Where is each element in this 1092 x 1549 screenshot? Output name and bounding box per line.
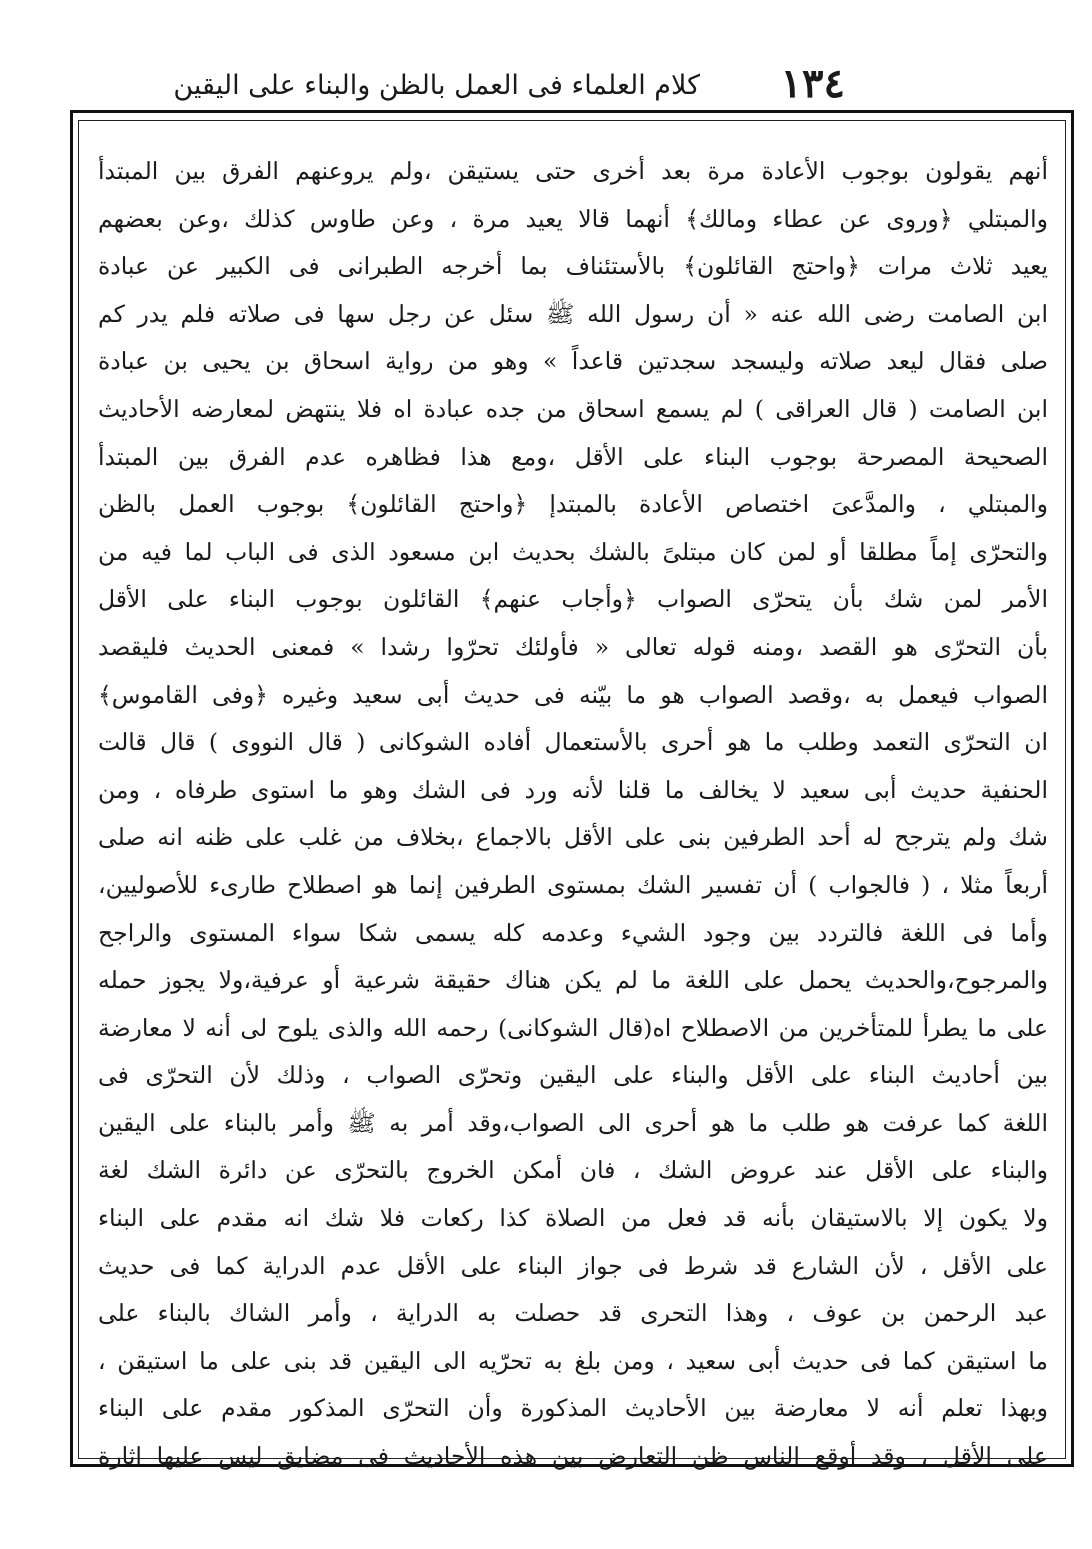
text-line: على ما يطرأ للمتأخرين من الاصطلاح اه(قال الشوكانى) رحمه الله والذى يلوح لى أنه لا معارضة xyxy=(98,1013,1048,1042)
text-line: بين أحاديث البناء على الأقل والبناء على اليقين وتحرّى الصواب ، وذلك لأن التحرّى فى xyxy=(98,1061,1048,1090)
text-line: ابن الصامت رضى الله عنه « أن رسول الله ﷺ سئل عن رجل سها فى صلاته فلم يدر كم xyxy=(98,299,1048,328)
text-line: على الأقل ، لأن الشارع قد شرط فى جواز البناء على الأقل عدم الدراية كما فى حديث xyxy=(98,1251,1048,1280)
page-header xyxy=(80,58,1080,108)
text-line: وأما فى اللغة فالتردد بين وجود الشيء وعدمه كله يسمى شكا سواء المستوى والراجح xyxy=(98,918,1048,947)
text-line: والتحرّى إماً مطلقا أو لمن كان مبتلىً بالشك بحديث ابن مسعود الذى فى الباب لما فيه من xyxy=(98,537,1048,566)
text-line: والمبتلي ، والمدَّعىَ اختصاص الأعادة بالمبتدإ ﴿واحتج القائلون﴾ بوجوب العمل بالظن xyxy=(98,490,1048,519)
text-line: أربعاً مثلا ، ( فالجواب ) أن تفسير الشك بمستوى الطرفين إنما هو اصطلاح طارىء للأصوليين، xyxy=(98,870,1048,899)
text-line: ما استيقن كما فى حديث أبى سعيد ، ومن بلغ به تحرّيه الى اليقين قد بنى على ما استيقن ، xyxy=(98,1346,1048,1375)
text-line: ابن الصامت ( قال العراقى ) لم يسمع اسحاق من جده عبادة اه فلا ينتهض لمعارضه الأحاديث xyxy=(98,394,1048,423)
text-line: ان التحرّى التعمد وطلب ما هو أحرى بالأستعمال أفاده الشوكانى ( قال النووى ) قال قالت xyxy=(98,728,1048,757)
text-line: الأمر لمن شك بأن يتحرّى الصواب ﴿وأجاب عنهم﴾ القائلون بوجوب البناء على الأقل xyxy=(98,585,1048,614)
text-line: أنهم يقولون بوجوب الأعادة مرة بعد أخرى حتى يستيقن ،ولم يروعنهم الفرق بين المبتدأ xyxy=(98,157,1048,185)
text-line: والمبتلي ﴿وروى عن عطاء ومالك﴾ أنهما قالا يعيد مرة ، وعن طاوس كذلك ،وعن بعضهم xyxy=(98,204,1048,233)
text-line: صلى فقال ليعد صلاته وليسجد سجدتين قاعداً » وهو من رواية اسحاق بن يحيى بن عبادة xyxy=(98,347,1048,376)
text-line: وبهذا تعلم أنه لا معارضة بين الأحاديث المذكورة وأن التحرّى المذكور مقدم على البناء xyxy=(98,1394,1048,1423)
text-line: والبناء على الأقل عند عروض الشك ، فان أمكن الخروج بالتحرّى عن دائرة الشك لغة xyxy=(98,1156,1048,1185)
text-line: يعيد ثلاث مرات ﴿واحتج القائلون﴾ بالأستئناف بما أخرجه الطبرانى فى الكبير عن عبادة xyxy=(98,252,1048,281)
running-title: كلام العلماء فى العمل بالظن والبناء على اليقين xyxy=(173,70,700,101)
text-line: شك ولم يترجح له أحد الطرفين بنى على الأقل بالاجماع ،بخلاف من غلب على ظنه انه صلى xyxy=(98,823,1048,852)
text-line: الصحيحة المصرحة بوجوب البناء على الأقل ،ومع هذا فظاهره عدم الفرق بين المبتدأ xyxy=(98,442,1048,471)
page-number: ١٣٤ xyxy=(780,60,845,107)
text-line: عبد الرحمن بن عوف ، وهذا التحرى قد حصلت به الدراية ، وأمر الشاك بالبناء على xyxy=(98,1299,1048,1328)
text-body xyxy=(98,148,1048,1471)
text-line: والمرجوح،والحديث يحمل على اللغة ما لم يكن هناك حقيقة شرعية أو عرفية،ولا يجوز حمله xyxy=(98,966,1048,995)
text-line: الحنفية حديث أبى سعيد لا يخالف ما قلنا لأنه ورد فى الشك وهو ما استوى طرفاه ، ومن xyxy=(98,775,1048,804)
text-line: بأن التحرّى هو القصد ،ومنه قوله تعالى « فأولئك تحرّوا رشدا » فمعنى الحديث فليقصد xyxy=(98,632,1048,661)
text-line: الصواب فيعمل به ،وقصد الصواب هو ما بيّنه فى حديث أبى سعيد وغيره ﴿وفى القاموس﴾ xyxy=(98,680,1048,709)
text-line: اللغة كما عرفت هو طلب ما هو أحرى الى الصواب،وقد أمر به ﷺ وأمر بالبناء على اليقين xyxy=(98,1108,1048,1137)
text-line: ولا يكون إلا بالاستيقان بأنه قد فعل من الصلاة كذا ركعات فلا شك انه مقدم على البناء xyxy=(98,1204,1048,1233)
text-line: على الأقل ، وقد أوقع الناس ظن التعارض بين هذه الأحاديث فى مضايق ليس عليها اثارة xyxy=(98,1442,1048,1471)
